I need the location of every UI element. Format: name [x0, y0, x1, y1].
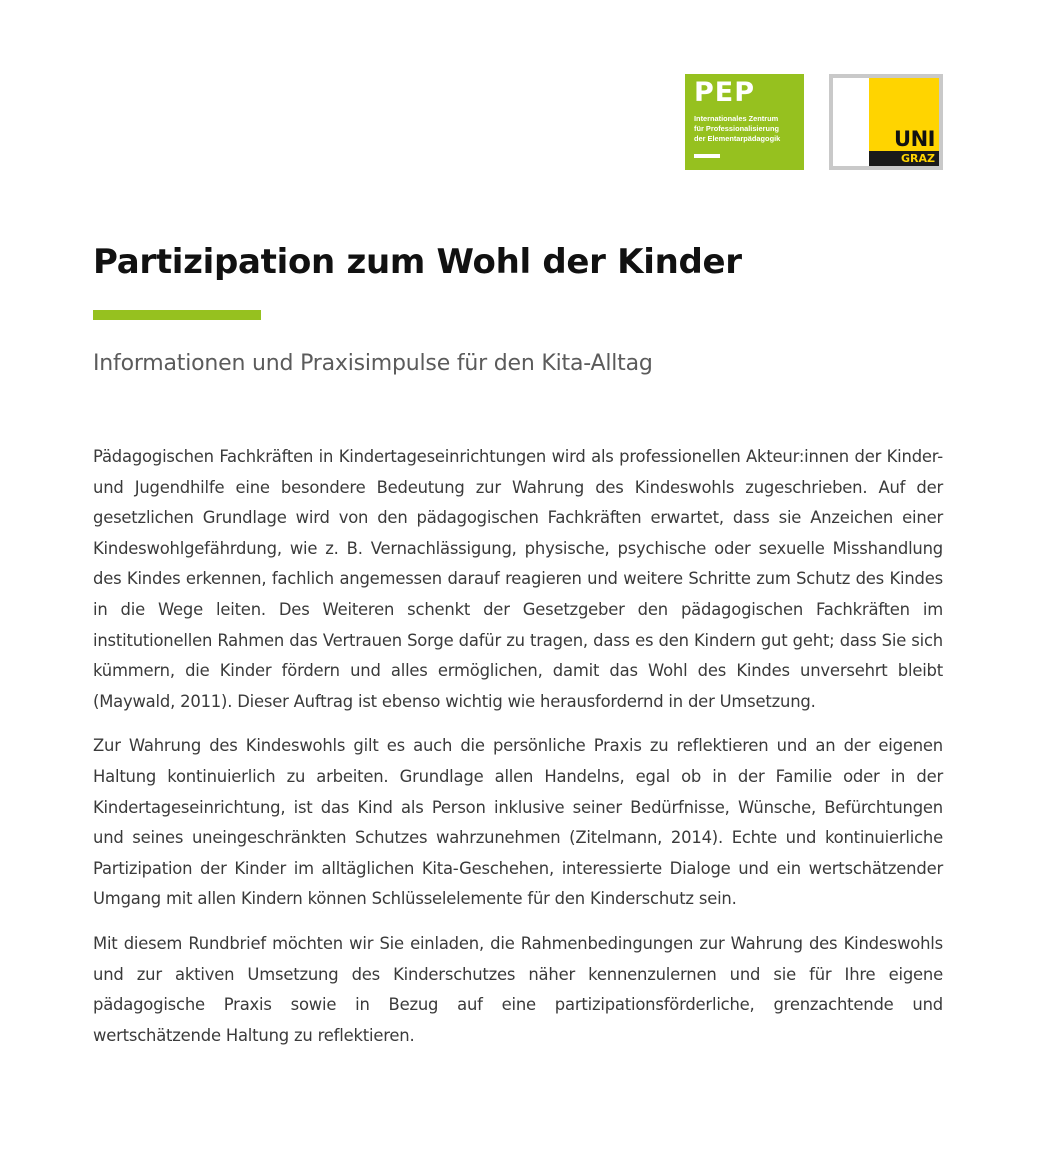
- document-body: [93, 442, 943, 1065]
- title-accent-rule: [93, 310, 261, 320]
- uni-graz-logo: [829, 74, 943, 170]
- body-paragraph: Mit diesem Rundbrief möchten wir Sie einladen, die Rahmenbedingungen zur Wahrung des Kindeswohls und zur aktiven Umsetzung des Kinderschutzes näher kennenzulernen und sie für Ihre eigene pädagogische Praxis sowie in Bezug auf eine partizipationsförderliche, grenzachtende und wertschätzende Haltung zu reflektieren.: [93, 933, 943, 1045]
- body-paragraph: Zur Wahrung des Kindeswohls gilt es auch die persönliche Praxis zu reflektieren und an der eigenen Haltung kontinuierlich zu arbeiten. Grundlage allen Handelns, egal ob in der Familie oder in der Kindertageseinrichtung, ist das Kind als Person inklusive seiner Bedürfnisse, Wünsche, Befürchtungen und seines uneingeschränkten Schutzes wahrzunehmen (Zitelmann, 2014). Echte und kontinuierliche Partizipation der Kinder im alltäglichen Kita-Geschehen, interessierte Dialoge und ein wertschätzender Umgang mit allen Kindern können Schlüsselelemente für den Kinderschutz sein.: [93, 736, 943, 909]
- pep-logo-line: für Professionalisierung: [694, 124, 780, 133]
- body-paragraph: Pädagogischen Fachkräften in Kindertageseinrichtungen wird als professionellen Akteur:innen der Kinder- und Jugendhilfe eine besondere Bedeutung zur Wahrung des Kindeswohls zugeschrieben. Auf der gesetzlichen Grundlage wird von den pädagogischen Fachkräften erwartet, dass sie Anzeichen einer Kindeswohlgefährdung, wie z. B. Vernachlässigung, physische, psychische oder sexuelle Misshandlung des Kindes erkennen, fachlich angemessen darauf reagieren und weitere Schritte zum Schutz des Kindes in die Wege leiten. Des Weiteren schenkt der Gesetzgeber den pädagogischen Fachkräften im institutionellen Rahmen das Vertrauen Sorge dafür zu tragen, dass es den Kindern gut geht; dass Sie sich kümmern, die Kinder fördern und alles ermöglichen, damit das Wohl des Kindes unversehrt bleibt (Maywald, 2011). Dieser Auftrag ist ebenso wichtig wie herausfordernd in der Umsetzung.: [93, 447, 943, 711]
- uni-graz-logo-graz: GRAZ: [901, 152, 935, 165]
- uni-graz-logo-uni: UNI: [894, 127, 935, 151]
- pep-logo-line: Internationales Zentrum: [694, 114, 779, 123]
- uni-graz-logo-inner: [833, 78, 939, 166]
- document-title: Partizipation zum Wohl der Kinder: [93, 242, 742, 282]
- pep-logo-tagline: [694, 114, 795, 144]
- pep-logo-line: der Elementarpädagogik: [694, 134, 781, 143]
- pep-logo: [685, 74, 804, 170]
- pep-logo-word: PEP: [694, 77, 756, 108]
- pep-logo-bar: [694, 154, 720, 158]
- document-subtitle: Informationen und Praxisimpulse für den Kita-Alltag: [93, 351, 653, 376]
